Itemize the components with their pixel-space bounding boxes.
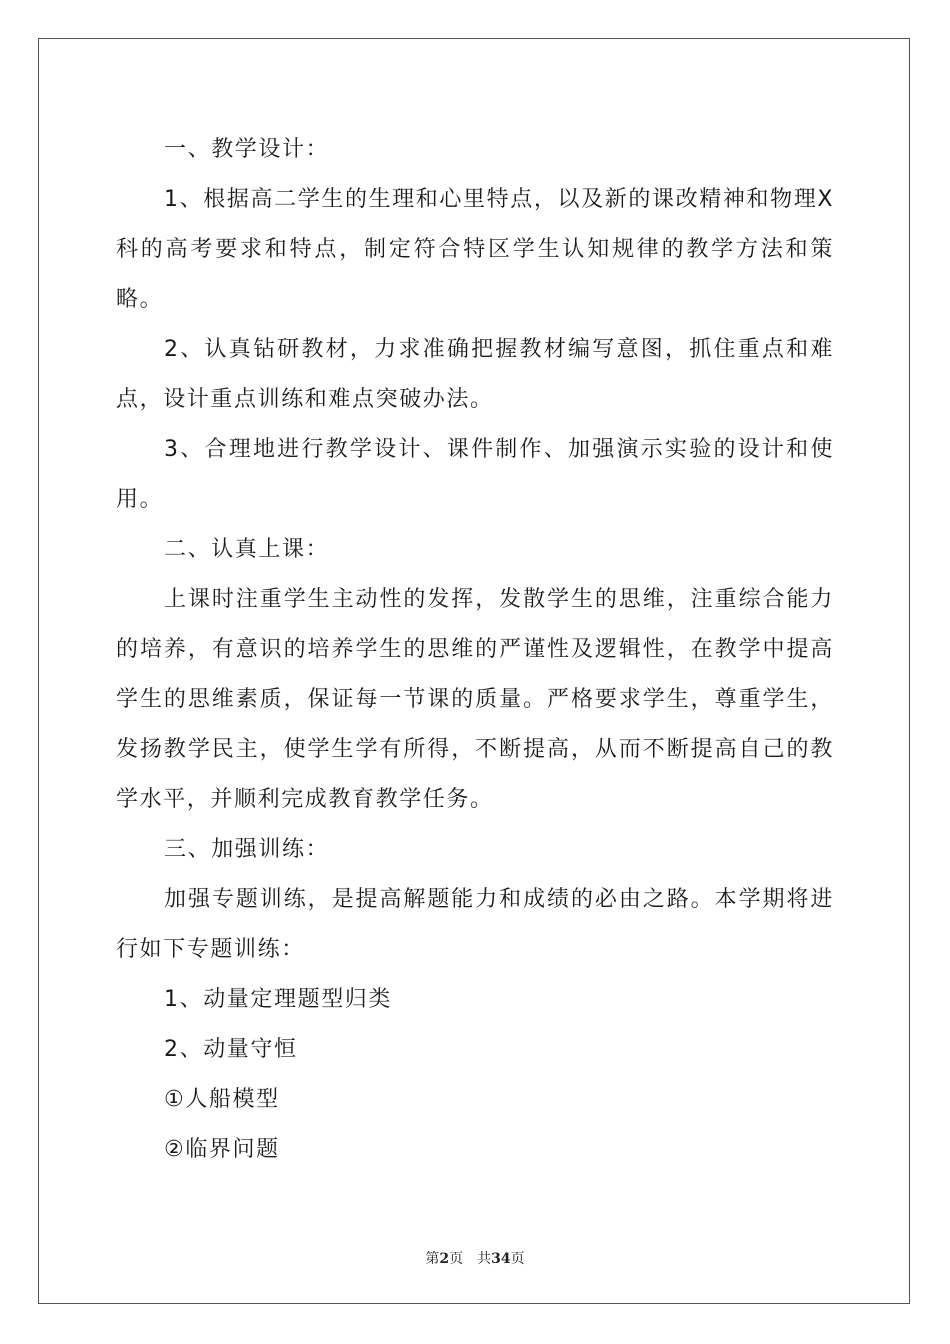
footer-page-prefix: 第 [425,1251,440,1267]
footer-total-pages: 34 [491,1251,511,1267]
list-item-2: 2、动量守恒 [164,1037,298,1062]
footer-page-suffix: 页 [449,1251,464,1267]
paragraph-2: 2、认真钻研教材，力求准确把握教材编写意图，抓住重点和难点，设计重点训练和难点突破办法。 [116,337,834,412]
paragraph-3: 3、合理地进行教学设计、课件制作、加强演示实验的设计和使用。 [116,437,834,512]
page-footer [0,1248,950,1268]
footer-page-number: 2 [439,1251,450,1267]
section-heading-class: 二、认真上课： [164,537,330,562]
paragraph-1: 1、根据高二学生的生理和心里特点，以及新的课改精神和物理X科的高考要求和特点，制定符合特区学生认知规律的教学方法和策略。 [116,187,834,312]
list-item-sub-1: ①人船模型 [164,1087,280,1112]
footer-total-prefix: 共 [477,1251,492,1267]
document-body [116,125,834,1175]
paragraph-training: 加强专题训练，是提高解题能力和成绩的必由之路。本学期将进行如下专题训练： [116,887,834,962]
list-item-1: 1、动量定理题型归类 [164,987,392,1012]
section-heading-teaching-design: 一、教学设计： [164,137,330,162]
list-item-sub-2: ②临界问题 [164,1137,280,1162]
footer-total-suffix: 页 [510,1251,525,1267]
paragraph-class: 上课时注重学生主动性的发挥，发散学生的思维，注重综合能力的培养，有意识的培养学生的思维的严谨性及逻辑性，在教学中提高学生的思维素质，保证每一节课的质量。严格要求学生，尊重学生，发扬教学民主，使学生学有所得，不断提高，从而不断提高自己的教学水平，并顺利完成教育教学任务。 [116,587,834,812]
section-heading-training: 三、加强训练： [164,837,330,862]
